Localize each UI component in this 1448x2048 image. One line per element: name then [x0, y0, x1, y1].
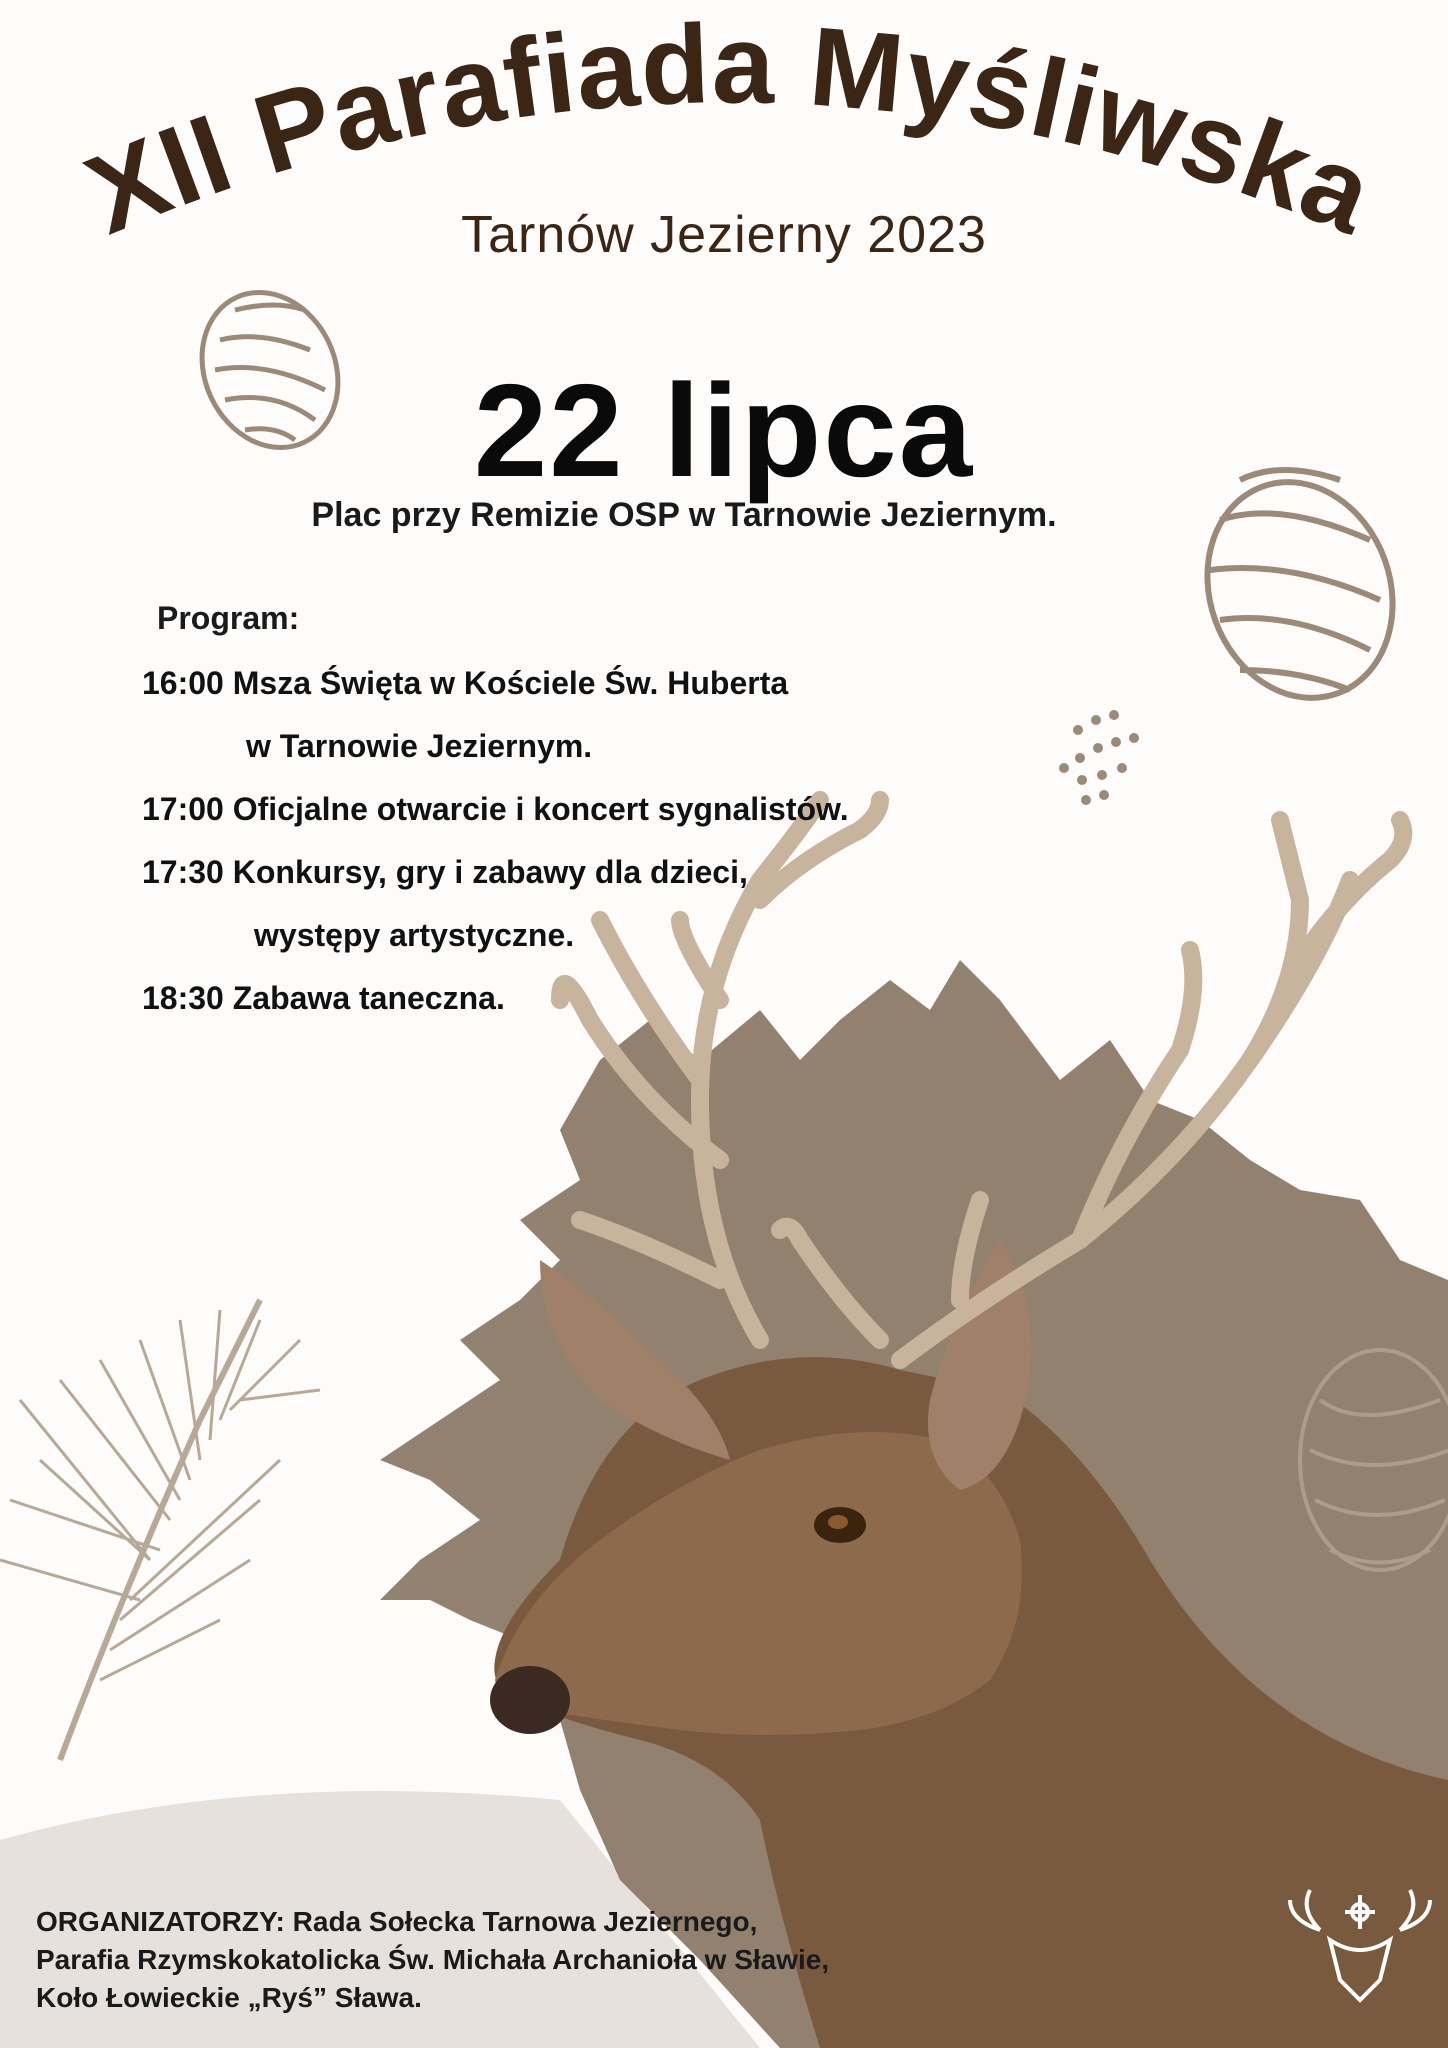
- pine-branch-icon: [0, 1300, 320, 1760]
- decorative-dots: [1059, 710, 1139, 805]
- organizers-line: Parafia Rzymskokatolicka Św. Michała Archanioła w Sławie,: [36, 1944, 830, 1975]
- program-label: Program:: [157, 600, 300, 636]
- organizers-line: ORGANIZATORZY: Rada Sołecka Tarnowa Jeziernego,: [36, 1906, 758, 1937]
- page-title: XII Parafiada Myśliwska: [69, 1, 1390, 258]
- program-item: w Tarnowie Jeziernym.: [246, 728, 593, 764]
- program-item: występy artystyczne.: [254, 917, 575, 953]
- program-item: 17:00 Oficjalne otwarcie i koncert sygnalistów.: [142, 791, 849, 827]
- venue: Plac przy Remizie OSP w Tarnowie Jeziernym.: [311, 496, 1057, 534]
- organizers-line: Koło Łowieckie „Ryś” Sława.: [36, 1982, 422, 2013]
- subtitle: Tarnów Jezierny 2023: [461, 206, 987, 264]
- event-date: 22 lipca: [473, 357, 975, 504]
- program-item: 18:30 Zabawa taneczna.: [142, 980, 505, 1016]
- program-item: 17:30 Konkursy, gry i zabawy dla dzieci,: [142, 854, 748, 890]
- program-item: 16:00 Msza Święta w Kościele Św. Huberta: [142, 665, 789, 701]
- title-arch: [0, 0, 1448, 320]
